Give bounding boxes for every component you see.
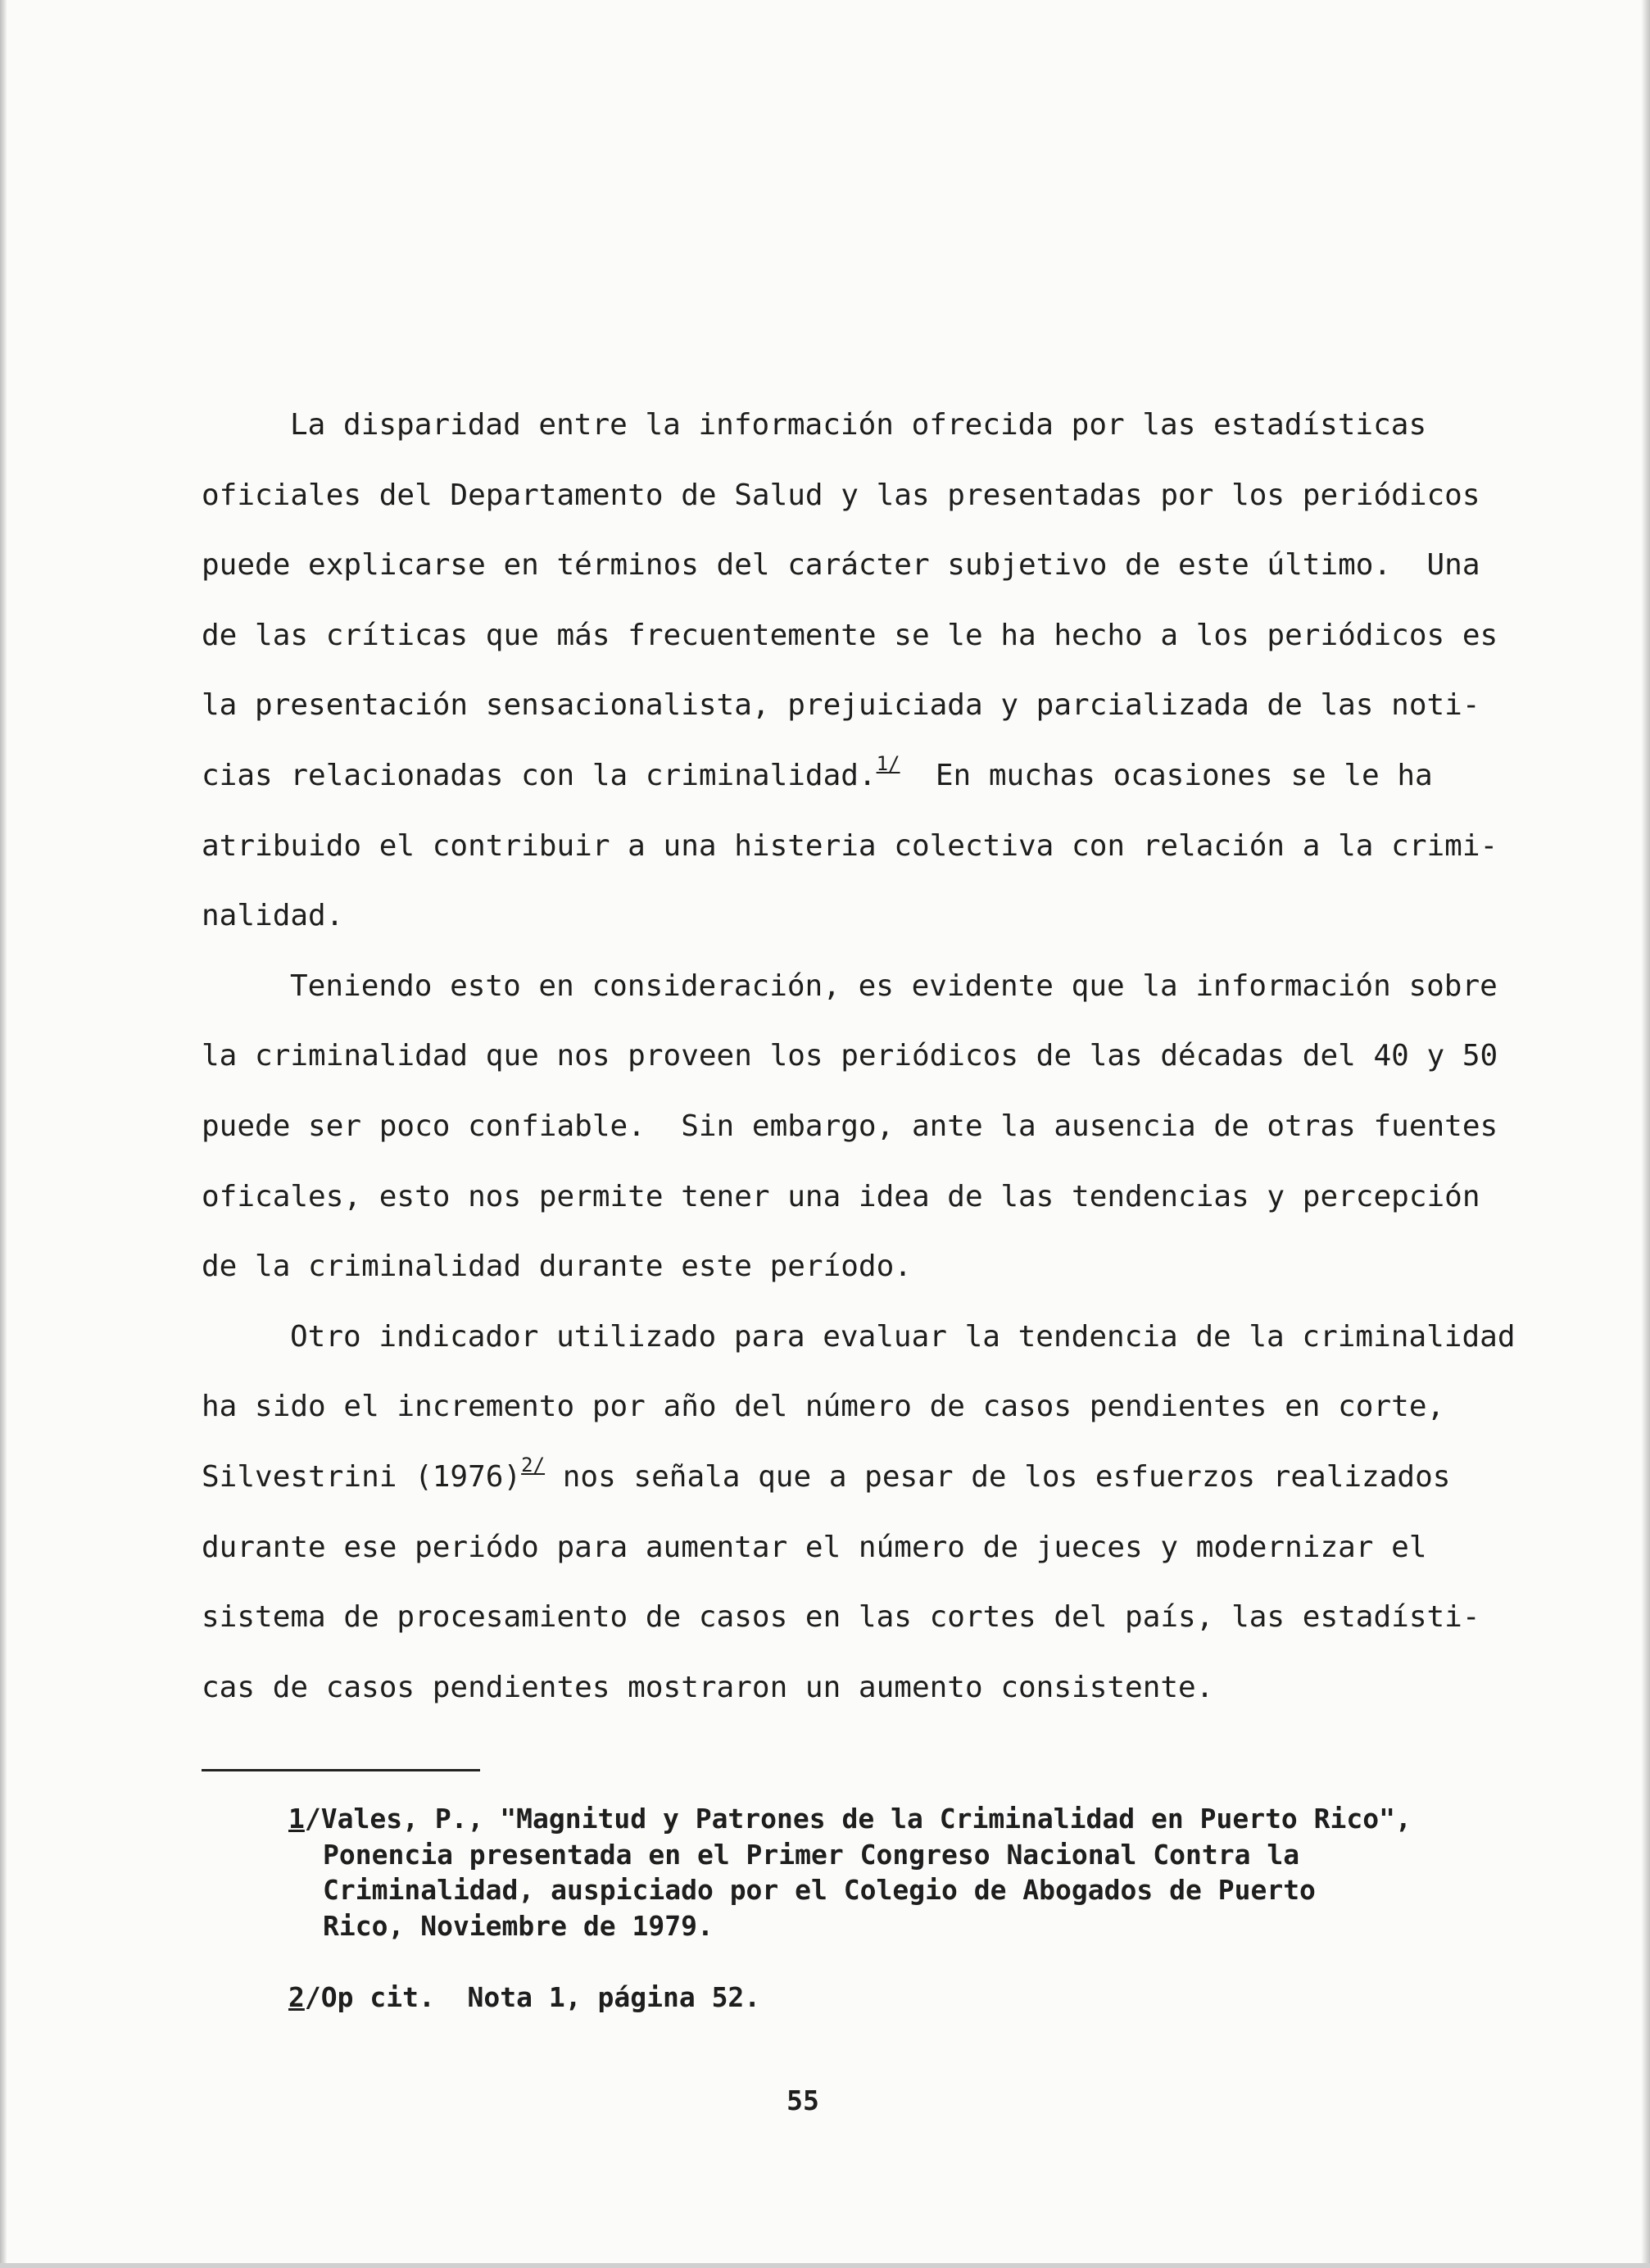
page-number: 55 [786, 2084, 819, 2116]
footnote-1-number: 1 [288, 1803, 305, 1835]
paragraph-1-line-4: de las críticas que más frecuentemente se le ha hecho a los periódicos es [202, 618, 1498, 652]
footnote-1-line-4: Rico, Noviembre de 1979. [323, 1909, 714, 1942]
body-text [202, 390, 1516, 1722]
paragraph-1-line-5: la presentación sensacionalista, prejuiciada y parcializada de las noti- [202, 688, 1480, 723]
footnote-2-text: /Op cit. Nota 1, página 52. [304, 1981, 761, 2013]
page-right-edge-shadow [1642, 0, 1650, 2268]
page-left-edge-shadow [0, 0, 7, 2268]
paragraph-3-line-2: ha sido el incremento por año del número de casos pendientes en corte, [202, 1390, 1445, 1424]
footnote-2-number: 2 [288, 1981, 305, 2013]
paragraph-1-line-3: puede explicarse en términos del carácter subjetivo de este último. Una [202, 548, 1480, 583]
paragraph-2-line-1: Teniendo esto en consideración, es evidente que la información sobre [290, 968, 1498, 1003]
paragraph-1-line-6-after: En muchas ocasiones se le ha [900, 758, 1433, 792]
footnote-1-line-1 [288, 1801, 1566, 1837]
paragraph-3-line-5: sistema de procesamiento de casos en las cortes del país, las estadísti- [202, 1600, 1480, 1635]
paragraph-2-line-2: la criminalidad que nos proveen los periódicos de las décadas del 40 y 50 [202, 1039, 1498, 1073]
footnote-gap [288, 1944, 1566, 1980]
paragraph-3-line-3 [202, 1442, 1496, 1513]
paragraph-1-line-1: La disparidad entre la información ofrecida por las estadísticas [290, 408, 1427, 442]
footnote-2-line-1 [288, 1980, 1566, 2016]
paragraph-1-line-6 [202, 741, 1496, 811]
page-bottom-edge-shadow [0, 2263, 1650, 2268]
paragraph-2-line-4: oficales, esto nos permite tener una idea de las tendencias y percepción [202, 1179, 1480, 1213]
paragraph-1-line-8: nalidad. [202, 899, 344, 933]
footnote-1-text: /Vales, P., "Magnitud y Patrones de la Criminalidad en Puerto Rico", [304, 1803, 1412, 1835]
paragraph-1-line-6-before: cias relacionadas con la criminalidad. [202, 758, 877, 792]
footnote-ref-2: 2/ [521, 1453, 546, 1476]
paragraph-2-line-3: puede ser poco confiable. Sin embargo, ante la ausencia de otras fuentes [202, 1109, 1498, 1143]
paragraph-2-line-5: de la criminalidad durante este período. [202, 1250, 912, 1284]
footnotes [288, 1801, 1566, 2016]
paragraph-1-line-7: atribuido el contribuir a una histeria colectiva con relación a la crimi- [202, 828, 1498, 863]
paragraph-3-line-6: cas de casos pendientes mostraron un aumento consistente. [202, 1670, 1214, 1704]
footnote-ref-1: 1/ [876, 751, 900, 775]
footnote-1-line-2: Ponencia presentada en el Primer Congreso Nacional Contra la [323, 1838, 1300, 1871]
footnote-1-line-3: Criminalidad, auspiciado por el Colegio de Abogados de Puerto [323, 1874, 1316, 1906]
paragraph-3-line-3-after: nos señala que a pesar de los esfuerzos realizados [545, 1459, 1451, 1494]
paragraph-3-line-1: Otro indicador utilizado para evaluar la tendencia de la criminalidad [290, 1319, 1516, 1354]
paragraph-1-line-2: oficiales del Departamento de Salud y las presentadas por los periódicos [202, 478, 1480, 512]
paragraph-3-line-4: durante ese periódo para aumentar el número de jueces y modernizar el [202, 1530, 1427, 1564]
paragraph-3-line-3-before: Silvestrini (1976) [202, 1459, 522, 1494]
footnote-separator-rule [202, 1769, 480, 1771]
